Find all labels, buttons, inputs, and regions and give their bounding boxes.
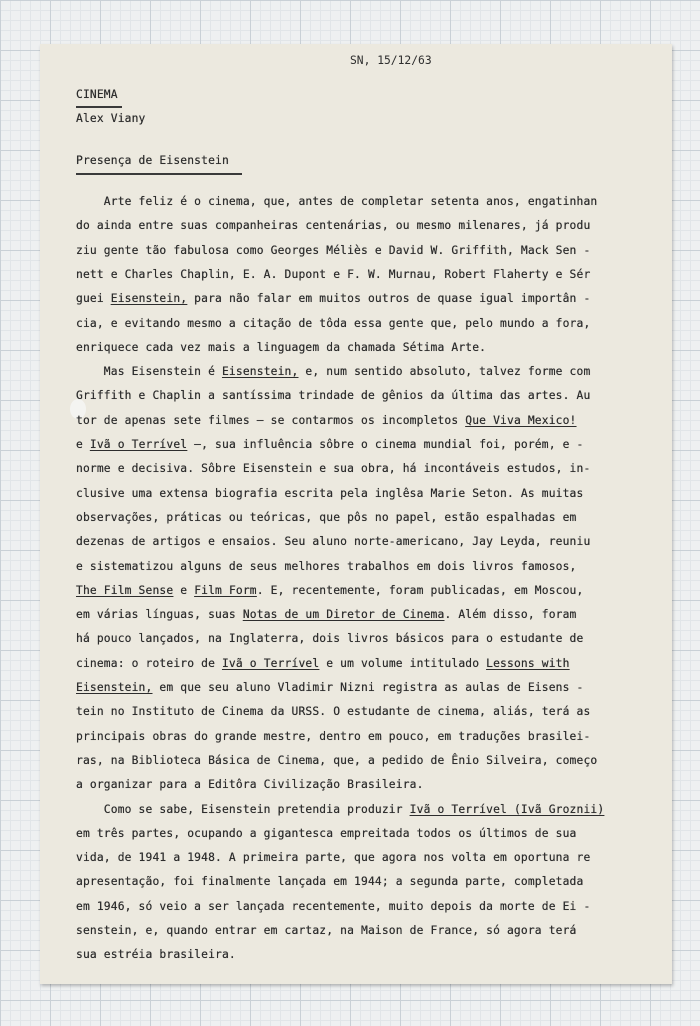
text-line: em 1946, só veio a ser lançada recentemente, muito depois da morte de Ei - (76, 900, 591, 913)
text-line: e sistematizou alguns de seus melhores trabalhos em dois livros famosos, (76, 560, 577, 573)
text-line: apresentação, foi finalmente lançada em 1944; a segunda parte, completada (76, 875, 584, 888)
text-line: Eisenstein, em que seu aluno Vladimir Nizni registra as aulas de Eisens - (76, 681, 584, 694)
author-name: Alex Viany (76, 112, 146, 125)
underlined-title: Lessons with (486, 657, 570, 670)
text-line: tein no Instituto de Cinema da URSS. O estudante de cinema, aliás, terá as (76, 705, 591, 718)
text-line: clusive uma extensa biografia escrita pela inglêsa Marie Seton. As muitas (76, 487, 584, 500)
text-line: nett e Charles Chaplin, E. A. Dupont e F. W. Murnau, Robert Flaherty e Sér (76, 268, 591, 281)
underlined-title: Eisenstein, (221, 365, 299, 378)
article-title: Presença de Eisenstein (76, 154, 229, 167)
title-underline (76, 173, 242, 175)
text-line: cia, e evitando mesmo a citação de tôda essa gente que, pelo mundo a fora, (76, 317, 591, 330)
text-line: em três partes, ocupando a gigantesca empreitada todos os últimos de sua (76, 827, 577, 840)
text-line: dezenas de artigos e ensaios. Seu aluno norte-americano, Jay Leyda, reuniu (76, 535, 591, 548)
text-line: sua estréia brasileira. (76, 948, 236, 961)
typewritten-page (40, 44, 672, 984)
text-line: norme e decisiva. Sôbre Eisenstein e sua obra, há incontáveis estudos, in- (76, 462, 591, 475)
text-line: observações, práticas ou teóricas, que pôs no papel, estão espalhadas em (76, 511, 577, 524)
underlined-title: Que Viva Mexico! (465, 414, 577, 427)
text-line: guei Eisenstein, para não falar em muitos outros de quase igual importân - (76, 292, 591, 305)
section-heading: CINEMA (76, 88, 118, 101)
underlined-title: Film Form (194, 584, 257, 597)
text-line: ras, na Biblioteca Básica de Cinema, que, a pedido de Ênio Silveira, começo (76, 754, 598, 767)
text-line: The Film Sense e Film Form. E, recentemente, foram publicadas, em Moscou, (76, 584, 584, 597)
text-line: enriquece cada vez mais a linguagem da chamada Sétima Arte. (76, 341, 487, 354)
text-line: vida, de 1941 a 1948. A primeira parte, que agora nos volta em oportuna re (76, 851, 591, 864)
text-line: Mas Eisenstein é Eisenstein, e, num sentido absoluto, talvez forme com (76, 365, 591, 378)
text-line: ziu gente tão fabulosa como Georges Méliès e David W. Griffith, Mack Sen - (76, 244, 591, 257)
text-line: principais obras do grande mestre, dentro em pouco, em traduções brasilei- (76, 730, 591, 743)
text-line: e Ivã o Terrível —, sua influência sôbre o cinema mundial foi, porém, e - (76, 438, 584, 451)
section-underline (76, 106, 122, 108)
text-line: do ainda entre suas companheiras centenárias, ou mesmo milenares, já produ (76, 219, 591, 232)
underlined-title: Ivã o Terrível (89, 438, 188, 451)
text-line: há pouco lançados, na Inglaterra, dois livros básicos para o estudante de (76, 632, 584, 645)
text-line: Como se sabe, Eisenstein pretendia produzir Ivã o Terrível (Ivã Groznii) (76, 803, 605, 816)
underlined-title: Ivã o Terrível (Ivã Groznii) (409, 803, 605, 816)
text-line: Arte feliz é o cinema, que, antes de completar setenta anos, engatinhan (76, 195, 598, 208)
underlined-title: Ivã o Terrível (221, 657, 320, 670)
text-line: em várias línguas, suas Notas de um Diretor de Cinema. Além disso, foram (76, 608, 577, 621)
dateline: SN, 15/12/63 (350, 54, 432, 67)
text-line: Griffith e Chaplin a santíssima trindade de gênios da última das artes. Au (76, 389, 591, 402)
underlined-title: The Film Sense (76, 584, 174, 597)
text-line: cinema: o roteiro de Ivã o Terrível e um volume intitulado Lessons with (76, 657, 570, 670)
underlined-title: Eisenstein, (76, 681, 153, 694)
underlined-title: Notas de um Diretor de Cinema (242, 608, 445, 621)
underlined-title: Eisenstein, (110, 292, 188, 305)
text-line: tor de apenas sete filmes — se contarmos os incompletos Que Viva Mexico! (76, 414, 577, 427)
text-line: a organizar para a Editôra Civilização Brasileira. (76, 778, 424, 791)
text-line: senstein, e, quando entrar em cartaz, na Maison de France, só agora terá (76, 924, 577, 937)
